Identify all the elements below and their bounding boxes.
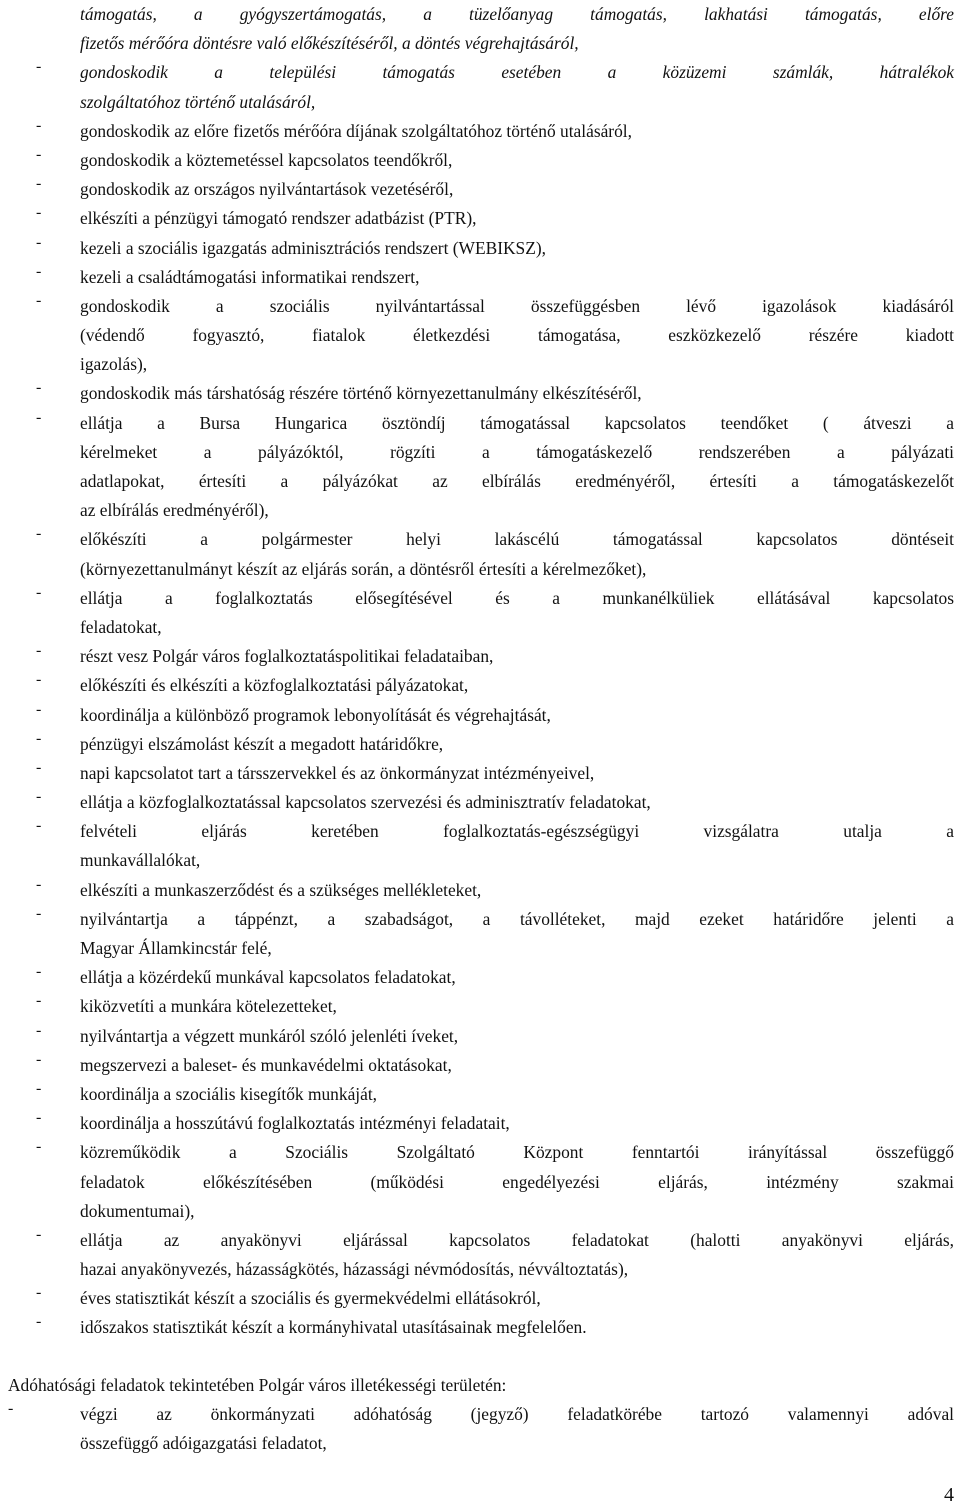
list-item-text (80, 525, 960, 583)
text-line: hazai anyakönyvezés, házasságkötés, házassági névmódosítás, névváltoztatás), (80, 1259, 629, 1280)
list-item (0, 1313, 960, 1342)
list-bullet: - (36, 145, 42, 163)
page-number: 4 (944, 1484, 954, 1506)
list-item (0, 963, 960, 992)
list-bullet: - (36, 904, 42, 922)
text-line: elkészíti a munkaszerződést és a szükséges mellékleteket, (80, 879, 482, 900)
list-bullet: - (36, 175, 42, 193)
list-item (0, 876, 960, 905)
list-item-text (80, 1313, 960, 1342)
list-item-text (80, 146, 960, 175)
list-item-text (80, 292, 960, 380)
text-line: feladatokat, (80, 616, 162, 637)
text-line: nyilvántartja a táppénzt, a szabadságot, a távolléteket, majd ezeket határidőre jelenti a (80, 908, 954, 929)
list-item-text (80, 905, 960, 963)
list-item (0, 701, 960, 730)
list-item (0, 642, 960, 671)
list-item (0, 730, 960, 759)
list-item-text (80, 1080, 960, 1109)
list-item-text (80, 1051, 960, 1080)
list-item (0, 146, 960, 175)
list-bullet: - (36, 817, 42, 835)
text-line: napi kapcsolatot tart a társszervekkel és az önkormányzat intézményeivel, (80, 762, 595, 783)
text-line: kiközvetíti a munkára kötelezetteket, (80, 996, 337, 1017)
list-item (0, 1226, 960, 1284)
list-bullet: - (36, 116, 42, 134)
list-item (0, 58, 960, 116)
text-line: gondoskodik az országos nyilvántartások vezetéséről, (80, 179, 454, 200)
text-line: előkészíti és elkészíti a közfoglalkoztatási pályázatokat, (80, 675, 469, 696)
list-item-text (80, 788, 960, 817)
text-line: gondoskodik a szociális nyilvántartással összefüggésben lévő igazolások kiadásáról (80, 295, 954, 316)
list-item (0, 117, 960, 146)
list-item-text (80, 730, 960, 759)
list-item-text (80, 642, 960, 671)
text-line: szolgáltatóhoz történő utalásáról, (80, 91, 316, 112)
section-spacer (0, 1343, 960, 1371)
text-line: előkészíti a polgármester helyi lakáscélú támogatással kapcsolatos döntéseit (80, 529, 954, 550)
list-item-text (80, 1284, 960, 1313)
list-item-text (80, 671, 960, 700)
list-item-text (80, 0, 960, 58)
text-line: az elbírálás eredményéről), (80, 500, 269, 521)
list-item (0, 234, 960, 263)
list-bullet: - (36, 642, 42, 660)
list-item-text (80, 409, 960, 526)
list-item (0, 788, 960, 817)
list-item-text (80, 58, 960, 116)
list-bullet: - (36, 525, 42, 543)
text-line: ellátja a közfoglalkoztatással kapcsolatos szervezési és adminisztratív feladatokat, (80, 792, 651, 813)
text-line: éves statisztikát készít a szociális és gyermekvédelmi ellátásokról, (80, 1288, 541, 1309)
list-item (0, 584, 960, 642)
list-bullet: - (36, 671, 42, 689)
text-line: kezeli a családtámogatási informatikai rendszert, (80, 266, 420, 287)
text-line: koordinálja a hosszútávú foglalkoztatás intézményi feladatait, (80, 1113, 510, 1134)
list-item-text (80, 234, 960, 263)
list-bullet: - (36, 1079, 42, 1097)
list-bullet: - (36, 875, 42, 893)
text-line: pénzügyi elszámolást készít a megadott határidőkre, (80, 733, 444, 754)
text-line: (védendő fogyasztó, fiatalok életkezdési támogatása, eszközkezelő részére kiadott (80, 325, 954, 346)
list-bullet: - (36, 262, 42, 280)
list-item-text (80, 817, 960, 875)
list-item (0, 0, 960, 58)
text-line: elkészíti a pénzügyi támogató rendszer adatbázist (PTR), (80, 208, 477, 229)
list-bullet: - (36, 1138, 42, 1156)
list-item (0, 1109, 960, 1138)
list-bullet: - (36, 1021, 42, 1039)
list-item-text (80, 963, 960, 992)
list-item-text (80, 263, 960, 292)
list-item-text (80, 1400, 960, 1458)
list-item (0, 1284, 960, 1313)
text-line: koordinálja a szociális kisegítők munkáját, (80, 1083, 378, 1104)
list-bullet: - (36, 291, 42, 309)
text-line: ellátja a Bursa Hungarica ösztöndíj támogatással kapcsolatos teendőket ( átveszi a (80, 412, 954, 433)
list-item-text (80, 876, 960, 905)
text-line: végzi az önkormányzati adóhatóság (jegyző) feladatkörébe tartozó valamennyi adóval (80, 1403, 954, 1424)
list-bullet: - (36, 1284, 42, 1302)
text-line: felvételi eljárás keretében foglalkoztatás-egészségügyi vizsgálatra utalja a (80, 821, 954, 842)
list-item-text (80, 1226, 960, 1284)
list-item-text (80, 1138, 960, 1226)
list-item (0, 671, 960, 700)
list-bullet: - (36, 1109, 42, 1127)
text-line: ellátja a foglalkoztatás elősegítésével és a munkanélküliek ellátásával kapcsolatos (80, 587, 954, 608)
list-bullet: - (36, 379, 42, 397)
list-bullet: - (36, 963, 42, 981)
list-item-text (80, 1109, 960, 1138)
list-bullet: - (36, 1225, 42, 1243)
text-line: részt vesz Polgár város foglalkoztatáspolitikai feladataiban, (80, 646, 494, 667)
list-bullet: - (36, 233, 42, 251)
list-bullet: - (8, 1399, 14, 1417)
list-item (0, 379, 960, 408)
text-line: fizetős mérőóra döntésre való előkészítéséről, a döntés végrehajtásáról, (80, 33, 579, 54)
section-heading: Adóhatósági feladatok tekintetében Polgár város illetékességi területén: (8, 1374, 507, 1395)
list-item (0, 292, 960, 380)
list-bullet: - (36, 1313, 42, 1331)
list-item (0, 905, 960, 963)
list-item (0, 1080, 960, 1109)
list-item (0, 1022, 960, 1051)
text-line: ellátja a közérdekű munkával kapcsolatos feladatokat, (80, 967, 456, 988)
list-item-text (80, 701, 960, 730)
list-item-text (80, 117, 960, 146)
list-item (0, 992, 960, 1021)
list-item-text (80, 759, 960, 788)
list-item (0, 175, 960, 204)
list-bullet: - (36, 758, 42, 776)
text-line: koordinálja a különböző programok lebonyolítását és végrehajtását, (80, 704, 551, 725)
list-item-text (80, 584, 960, 642)
text-line: ellátja az anyakönyvi eljárással kapcsolatos feladatokat (halotti anyakönyvi eljárás, (80, 1229, 954, 1250)
text-line: gondoskodik az előre fizetős mérőóra díjának szolgáltatóhoz történő utalásáról, (80, 120, 632, 141)
list-item-text (80, 175, 960, 204)
list-item (0, 409, 960, 526)
text-line: feladatok előkészítésében (működési engedélyezési eljárás, intézmény szakmai (80, 1171, 954, 1192)
list-item (0, 263, 960, 292)
list-bullet: - (36, 1050, 42, 1068)
list-bullet: - (36, 204, 42, 222)
list-item (0, 525, 960, 583)
list-item (0, 1138, 960, 1226)
list-bullet (0, 0, 80, 58)
list-item-text (80, 992, 960, 1021)
text-line: dokumentumai), (80, 1200, 195, 1221)
list-bullet: - (36, 583, 42, 601)
text-line: (környezettanulmányt készít az eljárás során, a döntésről értesíti a kérelmezőket), (80, 558, 647, 579)
list-bullet: - (36, 992, 42, 1010)
list-bullet: - (36, 58, 42, 76)
list-item (0, 759, 960, 788)
list-item (0, 1400, 960, 1458)
text-line: nyilvántartja a végzett munkáról szóló jelenléti íveket, (80, 1025, 459, 1046)
text-line: munkavállalókat, (80, 850, 201, 871)
list-item (0, 204, 960, 233)
list-item-text (80, 1022, 960, 1051)
text-line: kérelmeket a pályázóktól, rögzíti a támogatáskezelő rendszerében a pályázati (80, 441, 954, 462)
text-line: támogatás, a gyógyszertámogatás, a tüzelőanyag támogatás, lakhatási támogatás, előre (80, 4, 954, 24)
text-line: megszervezi a baleset- és munkavédelmi oktatásokat, (80, 1054, 452, 1075)
list-item (0, 817, 960, 875)
text-line: gondoskodik más társhatóság részére történő környezettanulmány elkészítéséről, (80, 383, 642, 404)
list-bullet: - (36, 408, 42, 426)
text-line: igazolás), (80, 354, 148, 375)
list-bullet: - (36, 729, 42, 747)
text-line: Magyar Államkincstár felé, (80, 938, 272, 958)
text-line: kezeli a szociális igazgatás adminisztrációs rendszert (WEBIKSZ), (80, 237, 546, 258)
list-bullet: - (36, 700, 42, 718)
text-line: időszakos statisztikát készít a kormányhivatal utasításainak megfelelően. (80, 1317, 587, 1338)
list-item (0, 1051, 960, 1080)
list-bullet: - (36, 788, 42, 806)
text-line: gondoskodik a köztemetéssel kapcsolatos teendőkről, (80, 149, 453, 170)
text-line: összefüggő adóigazgatási feladatot, (80, 1433, 327, 1453)
list-item-text (80, 204, 960, 233)
text-line: adatlapokat, értesíti a pályázókat az elbírálás eredményéről, értesíti a támogatáskezelőt (80, 471, 954, 491)
text-line: gondoskodik a települési támogatás esetében a közüzemi számlák, hátralékok (80, 62, 954, 83)
list-item-text (80, 379, 960, 408)
text-line: közreműködik a Szociális Szolgáltató Központ fenntartói irányítással összefüggő (80, 1142, 954, 1163)
